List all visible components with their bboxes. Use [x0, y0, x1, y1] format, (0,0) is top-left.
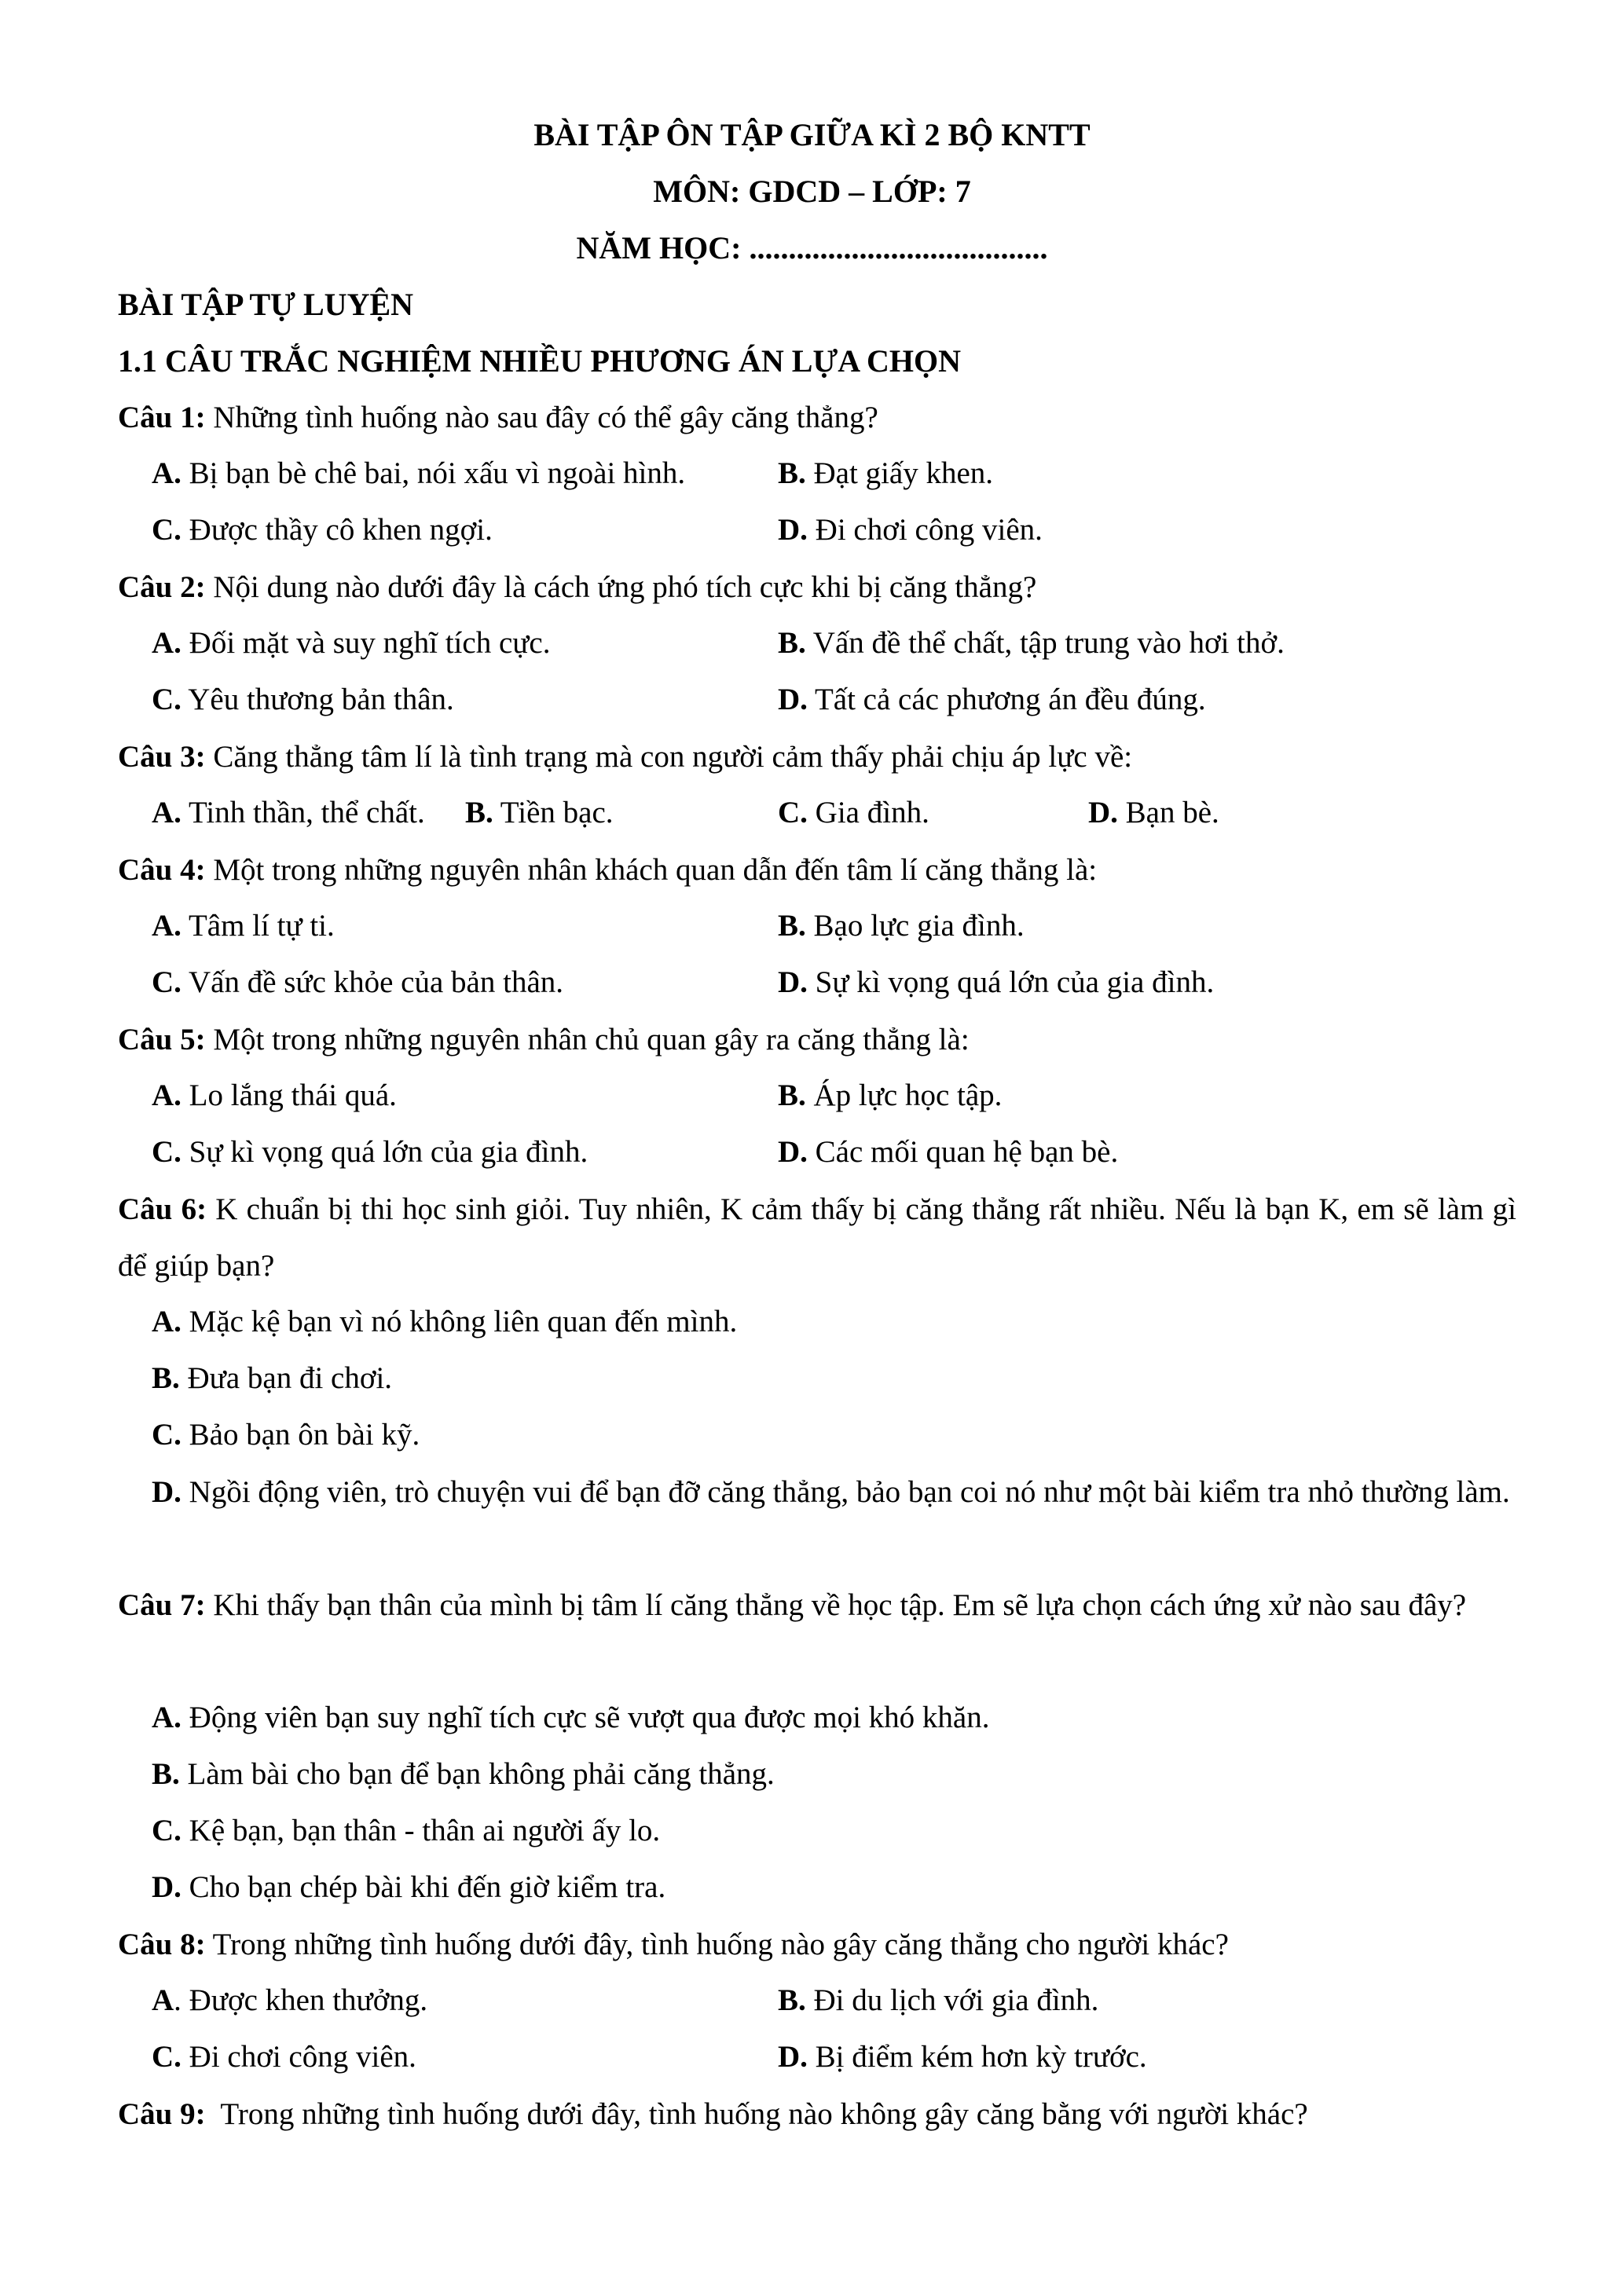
option-a: A. Đối mặt và suy nghĩ tích cực. — [152, 626, 551, 660]
option-c: C. Được thầy cô khen ngợi. — [152, 513, 493, 547]
option-c: C. Vấn đề sức khỏe của bản thân. — [152, 965, 564, 999]
question-9 — [118, 2086, 1516, 2143]
option-d: D. Sự kì vọng quá lớn của gia đình. — [778, 965, 1215, 999]
question-label: Câu 7: — [118, 1588, 206, 1622]
question-text: Căng thẳng tâm lí là tình trạng mà con người cảm thấy phải chịu áp lực về: — [205, 740, 1133, 774]
question-text: Một trong những nguyên nhân chủ quan gây ra căng thẳng là: — [205, 1023, 970, 1056]
question-5 — [118, 1012, 1516, 1068]
question-text: Trong những tình huống dưới đây, tình huống nào không gây căng bằng với người khác? — [205, 2097, 1308, 2131]
question-label: Câu 6: — [118, 1192, 207, 1226]
question-8 — [118, 1917, 1516, 1973]
option-b: B. Vấn đề thể chất, tập trung vào hơi thở. — [778, 626, 1285, 660]
document-title: BÀI TẬP ÔN TẬP GIỮA KÌ 2 BỘ KNTT — [533, 117, 1091, 152]
option-a: A. Tinh thần, thể chất. — [152, 796, 425, 829]
question-label: Câu 3: — [118, 740, 206, 774]
question-text: Nội dung nào dưới đây là cách ứng phó tích cực khi bị căng thẳng? — [205, 570, 1037, 604]
question-label: Câu 4: — [118, 853, 206, 887]
question-text: K chuẩn bị thi học sinh giỏi. Tuy nhiên, K cảm thấy bị căng thẳng rất nhiều. Nếu là bạn K, em sẽ làm gì để giúp bạn? — [118, 1192, 1517, 1283]
section-heading: BÀI TẬP TỰ LUYỆN — [118, 287, 414, 322]
question-text: Trong những tình huống dưới đây, tình huống nào gây căng thẳng cho người khác? — [205, 1928, 1229, 1961]
question-text: Một trong những nguyên nhân khách quan dẫn đến tâm lí căng thẳng là: — [205, 853, 1098, 887]
question-1 — [118, 390, 1516, 446]
option-c: C. Gia đình. — [778, 796, 929, 829]
question-text: Khi thấy bạn thân của mình bị tâm lí căng thẳng về học tập. Em sẽ lựa chọn cách ứng xử nào sau đây? — [205, 1588, 1467, 1622]
option-c: C. Sự kì vọng quá lớn của gia đình. — [152, 1135, 588, 1169]
question-7 — [118, 1577, 1516, 1634]
document-subject: MÔN: GDCD – LỚP: 7 — [653, 174, 971, 209]
document-year: NĂM HỌC: ...................................... — [576, 230, 1048, 265]
option-c: C. Đi chơi công viên. — [152, 2040, 416, 2074]
question-label: Câu 1: — [118, 401, 206, 434]
option-c: C. Kệ bạn, bạn thân - thân ai người ấy lo. — [152, 1814, 661, 1847]
option-d: D. Các mối quan hệ bạn bè. — [778, 1135, 1119, 1169]
question-4 — [118, 842, 1516, 899]
option-b: B. Tiền bạc. — [465, 796, 614, 829]
option-b: B. Đi du lịch với gia đình. — [778, 1983, 1099, 2017]
option-c: C. Yêu thương bản thân. — [152, 683, 454, 716]
question-6 — [118, 1181, 1516, 1294]
option-b: B. Bạo lực gia đình. — [778, 909, 1025, 943]
option-d: D. Bị điểm kém hơn kỳ trước. — [778, 2040, 1147, 2074]
option-b: B. Đưa bạn đi chơi. — [152, 1361, 393, 1395]
question-label: Câu 2: — [118, 570, 206, 604]
option-d: D. Cho bạn chép bài khi đến giờ kiểm tra. — [152, 1870, 666, 1904]
question-label: Câu 8: — [118, 1928, 206, 1961]
option-a: A. Động viên bạn suy nghĩ tích cực sẽ vượt qua được mọi khó khăn. — [152, 1701, 990, 1734]
option-b: B. Làm bài cho bạn để bạn không phải căng thẳng. — [152, 1757, 775, 1791]
question-label: Câu 5: — [118, 1023, 206, 1056]
question-text: Những tình huống nào sau đây có thể gây căng thẳng? — [205, 401, 878, 434]
option-d: D. Bạn bè. — [1088, 796, 1219, 829]
option-a: A. Bị bạn bè chê bai, nói xấu vì ngoài hình. — [152, 456, 686, 490]
option-a: A. Được khen thưởng. — [152, 1983, 428, 2017]
option-d: D. Đi chơi công viên. — [778, 513, 1043, 547]
option-d: D. Ngồi động viên, trò chuyện vui để bạn đỡ căng thẳng, bảo bạn coi nó như một bài kiểm tra nhỏ thường làm. — [152, 1475, 1510, 1509]
option-d: D. Tất cả các phương án đều đúng. — [778, 683, 1206, 716]
question-label: Câu 9: — [118, 2097, 206, 2131]
option-b: B. Áp lực học tập. — [778, 1078, 1003, 1112]
option-c: C. Bảo bạn ôn bài kỹ. — [152, 1418, 420, 1452]
question-3 — [118, 729, 1516, 785]
option-a: A. Lo lắng thái quá. — [152, 1078, 397, 1112]
question-2 — [118, 559, 1516, 616]
option-b: B. Đạt giấy khen. — [778, 456, 994, 490]
option-a: A. Tâm lí tự ti. — [152, 909, 335, 943]
subsection-heading: 1.1 CÂU TRẮC NGHIỆM NHIỀU PHƯƠNG ÁN LỰA CHỌN — [118, 343, 961, 379]
option-a: A. Mặc kệ bạn vì nó không liên quan đến mình. — [152, 1305, 738, 1338]
